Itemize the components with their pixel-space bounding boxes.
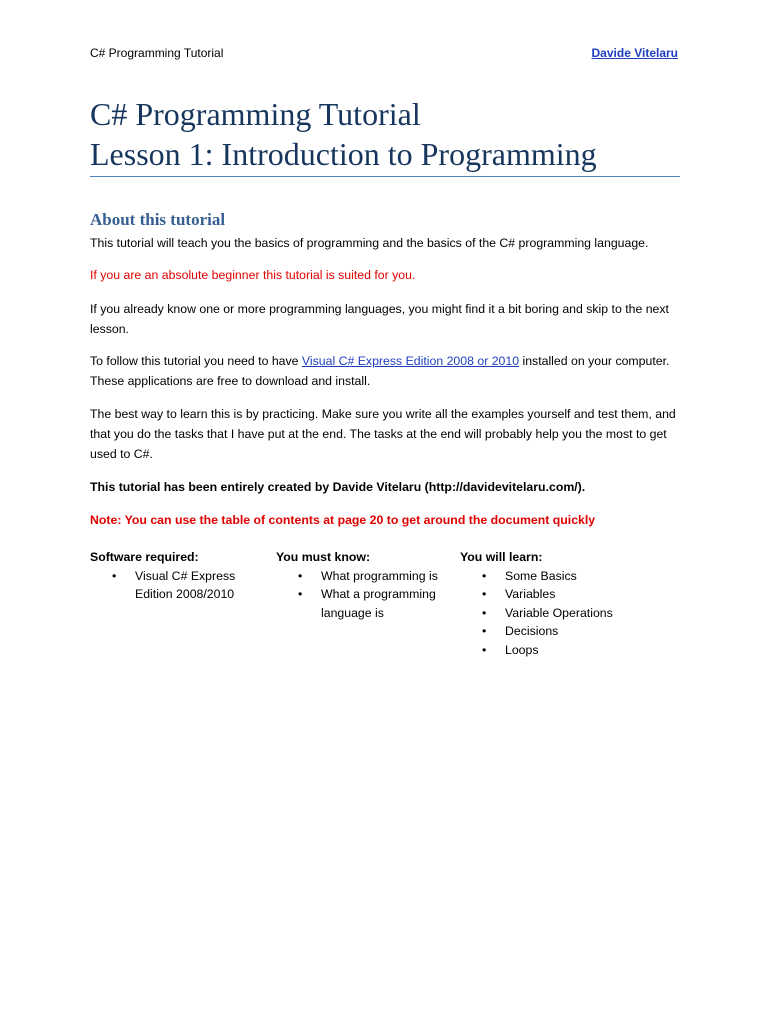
list-item: • What programming is (276, 567, 456, 586)
bullet-icon: • (298, 587, 303, 601)
list-item: • What a programming language is (298, 587, 436, 620)
paragraph-requirements (90, 351, 680, 391)
column-title: You will learn: (460, 550, 543, 564)
bullet-icon: • (482, 605, 487, 620)
bullet-icon: • (482, 587, 487, 601)
list-item: • Visual C# Express Edition 2008/2010 (112, 568, 236, 601)
list-item: • Decisions (460, 622, 660, 641)
author-link[interactable]: Davide Vitelaru (591, 46, 678, 60)
bullet-icon: • (482, 624, 487, 638)
paragraph-beginner: If you are an absolute beginner this tutorial is suited for you. (90, 268, 416, 282)
bullet-icon: • (482, 568, 487, 583)
requirements-text-after: installed on your computer. These applications are free to download and install. (90, 354, 670, 388)
list-item: • Loops (460, 641, 660, 660)
list-item: • Variables (460, 585, 660, 604)
bullet-icon: • (482, 642, 487, 657)
paragraph-intro: This tutorial will teach you the basics of programming and the basics of the C# programming language. (90, 236, 649, 250)
column-will-learn (460, 548, 660, 659)
title-line-1: C# Programming Tutorial (90, 96, 421, 132)
bullet-icon: • (298, 568, 303, 583)
title-line-2: Lesson 1: Introduction to Programming (90, 136, 597, 172)
title-divider (90, 176, 680, 177)
column-title: You must know: (276, 550, 371, 564)
section-heading: About this tutorial (90, 210, 226, 229)
paragraph-author-credit: This tutorial has been entirely created by Davide Vitelaru (http://davidevitelaru.com/). (90, 480, 586, 494)
document-title (90, 94, 680, 174)
list-item: • Some Basics (460, 567, 660, 586)
paragraph-experienced: If you already know one or more programming languages, you might find it a bit boring and skip to the next lesson. (90, 302, 669, 336)
bullet-icon: • (112, 568, 117, 583)
paragraph-note: Note: You can use the table of contents at page 20 to get around the document quickly (90, 513, 596, 527)
column-software-required (90, 548, 270, 604)
bullet-list (90, 567, 270, 604)
running-header (90, 46, 678, 64)
visual-csharp-link[interactable]: Visual C# Express Edition 2008 or 2010 (301, 354, 520, 368)
column-title: Software required: (90, 550, 199, 564)
header-title: C# Programming Tutorial (90, 46, 224, 60)
column-must-know (276, 548, 456, 622)
bullet-list (460, 567, 660, 660)
bullet-list (276, 567, 456, 623)
list-item: • Variable Operations (460, 604, 660, 623)
paragraph-practice: The best way to learn this is by practicing. Make sure you write all the examples yourself and test them, and that you do the tasks that I have put at the end. The tasks at the end will probably help you the most to get used to C#. (90, 407, 676, 461)
requirements-text-before: To follow this tutorial you need to have (90, 354, 302, 368)
